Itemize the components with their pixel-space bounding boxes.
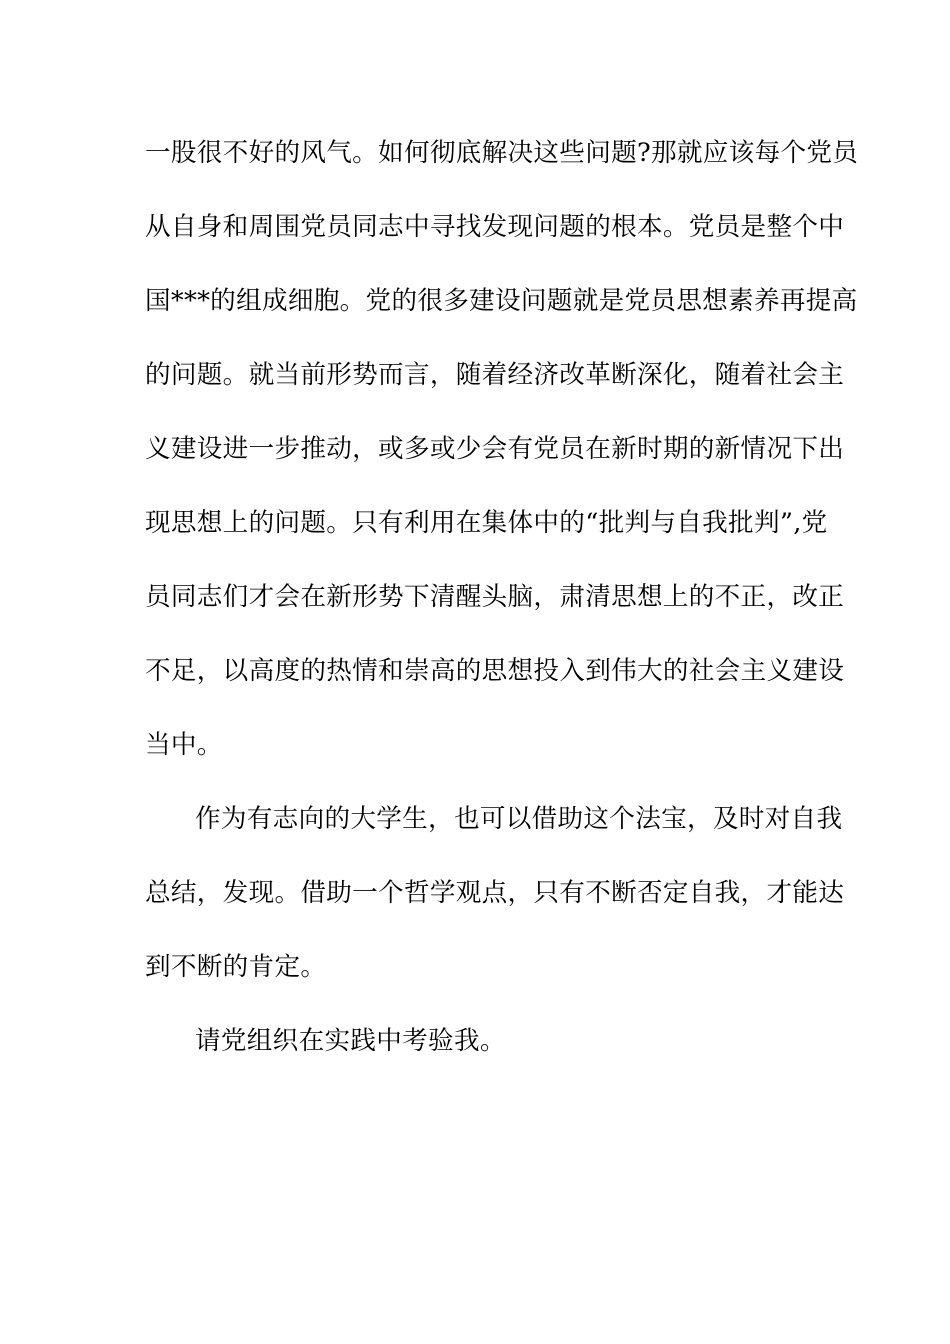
text-line: 国***的组成细胞。党的很多建设问题就是党员思想素养再提高 bbox=[145, 286, 858, 316]
text-line: 义建设进一步推动，或多或少会有党员在新时期的新情况下出 bbox=[145, 434, 845, 464]
text-line: 现思想上的问题。只有利用在集体中的“批判与自我批判”,党 bbox=[145, 508, 828, 538]
text-line: 从自身和周围党员同志中寻找发现问题的根本。党员是整个中 bbox=[145, 212, 845, 242]
text-line: 员同志们才会在新形势下清醒头脑，肃清思想上的不正，改正 bbox=[145, 582, 845, 612]
text-line: 总结，发现。借助一个哲学观点，只有不断否定自我，才能达 bbox=[145, 878, 845, 908]
text-line: 当中。 bbox=[145, 730, 223, 760]
text-line: 一股很不好的风气。如何彻底解决这些问题?那就应该每个党员 bbox=[145, 138, 859, 168]
text-line: 到不断的肯定。 bbox=[145, 952, 327, 982]
closing-line: 请党组织在实践中考验我。 bbox=[195, 1026, 506, 1056]
paragraph-first-line: 作为有志向的大学生，也可以借助这个法宝，及时对自我 bbox=[195, 804, 843, 834]
text-line: 不足，以高度的热情和崇高的思想投入到伟大的社会主义建设 bbox=[145, 656, 845, 686]
body-text bbox=[145, 128, 859, 1090]
text-line: 的问题。就当前形势而言，随着经济改革断深化，随着社会主 bbox=[145, 360, 845, 390]
